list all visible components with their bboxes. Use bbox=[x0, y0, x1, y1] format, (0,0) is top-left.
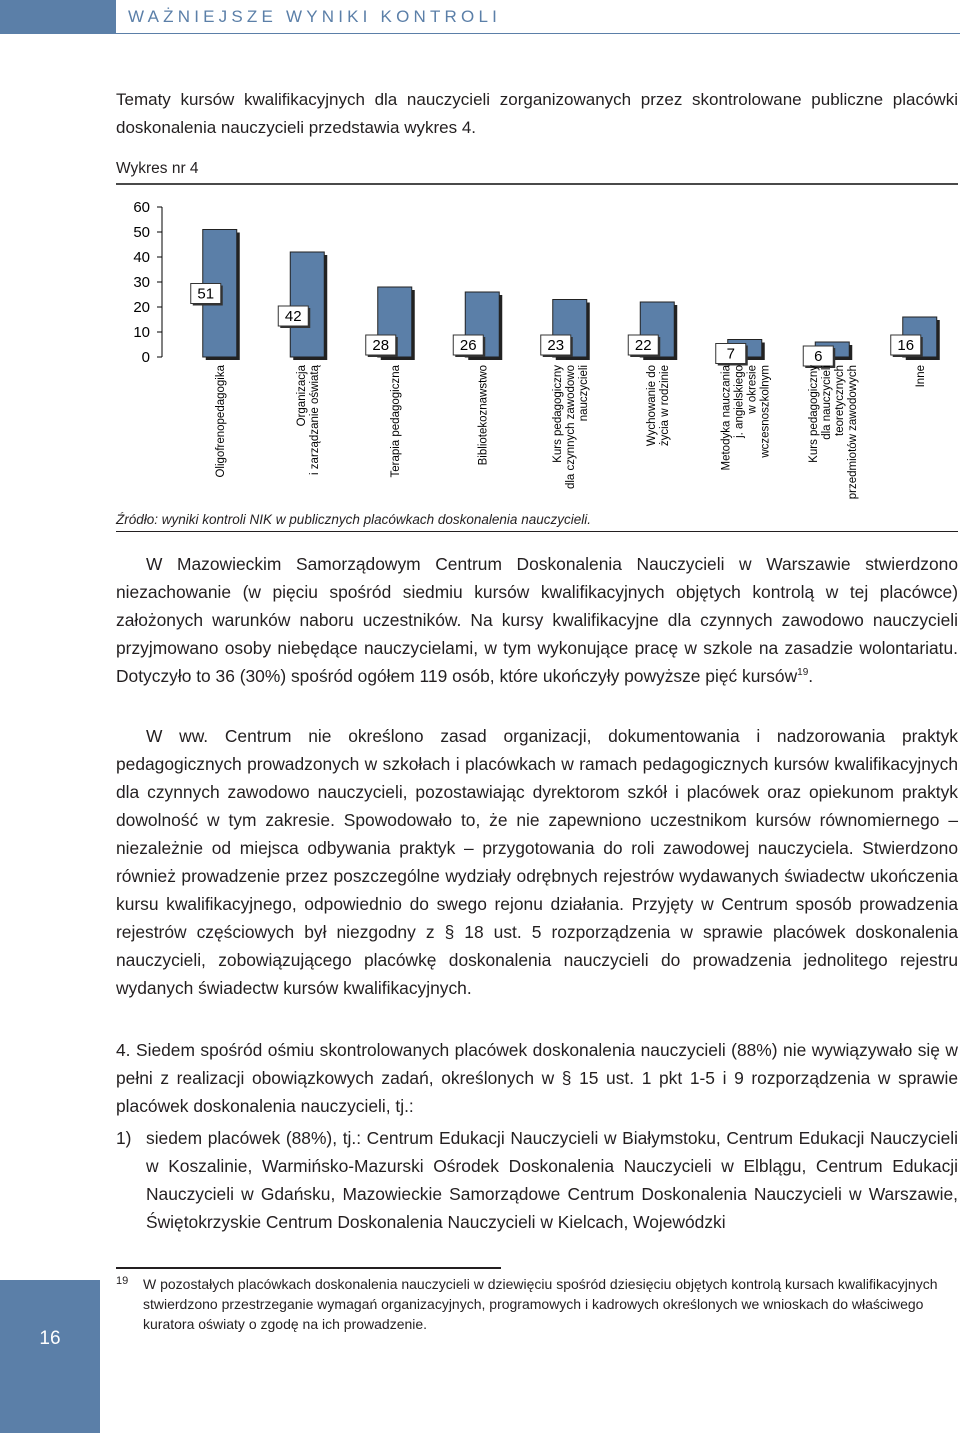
paragraph-3: 4. Siedem spośród ośmiu skontrolowanych placówek doskonalenia nauczycieli (88%) nie wywiązywało się w pełni z realizacji obowiązkowych zadań, określonych w § 15 ust. 1 pkt 1-5 i 9 rozporządzenia w sprawie placówek doskonalenia nauczycieli, tj.: bbox=[116, 1040, 958, 1116]
value-label: 26 bbox=[459, 337, 477, 354]
chart-caption: Wykres nr 4 bbox=[116, 160, 199, 177]
y-tick-label: 10 bbox=[133, 324, 150, 341]
category-label-line: Bibliotekoznawstwo bbox=[477, 365, 490, 466]
page-number: 16 bbox=[39, 1328, 61, 1349]
value-label: 23 bbox=[547, 337, 565, 354]
category-label-line: dla czynnych zawodowo bbox=[564, 365, 577, 490]
category-label-line: Terapia pedagogiczna bbox=[389, 365, 402, 478]
category-label bbox=[215, 364, 227, 477]
header-color-block bbox=[0, 0, 116, 34]
category-label bbox=[296, 364, 321, 475]
y-tick-label: 0 bbox=[141, 349, 150, 366]
footnote-text: W pozostałych placówkach doskonalenia nauczycieli w dziewięciu spośród dziesięciu objętych kontrolą kursach kwalifikacyjnych stwierdzono przestrzeganie wymagań organizacyjnych, programowych i kadrowych określonych we wnioskach do właściwego kuratora oświaty o zgodę na ich prowadzenie. bbox=[143, 1276, 938, 1332]
category-label-line: nauczycieli bbox=[577, 365, 590, 422]
category-label bbox=[477, 365, 489, 465]
list-item-1 bbox=[116, 1124, 958, 1236]
y-tick-label: 60 bbox=[133, 199, 150, 216]
header-bar bbox=[0, 0, 960, 34]
page-number-box bbox=[0, 1280, 100, 1433]
category-label-line: życia w rodzinie bbox=[658, 365, 671, 447]
paragraph-1-end: . bbox=[808, 666, 814, 686]
category-label bbox=[390, 364, 402, 477]
category-label-line: w okresie bbox=[746, 365, 759, 414]
value-label: 16 bbox=[897, 337, 915, 354]
header-title: WAŻNIEJSZE WYNIKI KONTROLI bbox=[128, 7, 502, 26]
footnote-rule bbox=[116, 1267, 501, 1269]
category-label-line: teoretycznych bbox=[833, 365, 846, 436]
category-label-line: wczesnoszkolnym bbox=[759, 365, 772, 458]
header-rule bbox=[116, 33, 960, 34]
chart-top-rule bbox=[116, 183, 958, 185]
category-label-line: Kurs pedagogiczny bbox=[807, 365, 820, 463]
chart-bottom-rule bbox=[116, 531, 958, 532]
list-item-text: siedem placówek (88%), tj.: Centrum Edukacji Nauczycieli w Białymstoku, Centrum Edukacji Nauczycieli w Koszalinie, Warmińsko-Mazurski Ośrodek Doskonalenia Nauczycieli w Elblągu, Centrum Edukacji Nauczycieli w Gdańsku, Mazowieckie Samorządowe Centrum Doskonalenia Nauczycieli w Warszawie, Świętokrzyskie Centrum Doskonalenia Nauczycieli w Kielcach, Wojewódzki bbox=[146, 1128, 958, 1232]
footnote-mark: 19 bbox=[116, 1275, 129, 1287]
source-note: Źródło: wyniki kontroli NIK w publicznych placówkach doskonalenia nauczycieli. bbox=[116, 512, 591, 527]
paragraph-2: W ww. Centrum nie określono zasad organizacji, dokumentowania i nadzorowania praktyk pedagogicznych prowadzonych w szkołach i placówkach w ramach pedagogicznych kursów kwalifikacyjnych dla czynnych zawodowo nauczycieli, pozostawiając dyrektorom szkół i placówek oraz opiekunom praktyk dowolność w tym zakresie. Spowodowało to, że nie zapewniono uczestnikom kursów równomiernego – niezależnie od miejsca odbywania praktyk – przygotowania do roli zawodowej nauczyciela. Stwierdzono również prowadzenie przez poszczególne wydziały odrębnych rejestrów wydawanych świadectw ukończenia kursu kwalifikacyjnego, odpowiednio do swego rejonu działania. Przyjęty w Centrum sposób prowadzenia rejestrów częściowych był niezgodny z § 18 ust. 5 rozporządzenia w sprawie placówek doskonalenia nauczycieli, zobowiązującego placówkę doskonalenia nauczycieli do prowadzenia jednolitego rejestru wydanych świadectw kursów kwalifikacyjnych. bbox=[116, 726, 958, 998]
category-label-line: i zarządzanie oświatą bbox=[308, 365, 321, 475]
y-tick-label: 50 bbox=[133, 224, 150, 241]
category-label-line: przedmiotów zawodowych bbox=[846, 365, 859, 500]
category-label bbox=[552, 365, 590, 489]
category-label-line: Wychowanie do bbox=[645, 365, 658, 447]
y-tick-label: 40 bbox=[133, 249, 150, 266]
category-label bbox=[915, 365, 927, 387]
value-label: 51 bbox=[197, 285, 215, 303]
list-item-number: 1) bbox=[116, 1128, 132, 1148]
category-label-line: Kurs pedagogiczny bbox=[551, 365, 564, 463]
value-label: 42 bbox=[284, 308, 302, 325]
category-label bbox=[646, 365, 671, 446]
category-label-line: Organizacja bbox=[295, 365, 308, 427]
category-label-line: Oligofrenopedagogika bbox=[214, 365, 227, 478]
bar bbox=[290, 252, 324, 357]
value-label: 22 bbox=[634, 337, 652, 354]
value-label: 7 bbox=[726, 345, 735, 363]
category-label bbox=[808, 365, 859, 499]
category-label-line: dla nauczycieli bbox=[820, 365, 833, 440]
bar-chart bbox=[0, 190, 960, 510]
value-label: 6 bbox=[814, 348, 823, 365]
intro-paragraph: Tematy kursów kwalifikacyjnych dla nauczycieli zorganizowanych przez skontrolowane publiczne placówki doskonalenia nauczycieli przedstawia wykres 4. bbox=[116, 90, 958, 137]
value-label: 28 bbox=[372, 337, 390, 354]
y-tick-label: 20 bbox=[133, 299, 150, 316]
category-label-line: Metodyka nauczania bbox=[720, 365, 733, 471]
paragraph-1 bbox=[116, 550, 958, 690]
category-label-line: j. angielskiego bbox=[733, 365, 746, 438]
footnote-ref[interactable]: 19 bbox=[797, 667, 809, 679]
category-label-line: Inne bbox=[914, 365, 927, 388]
category-label bbox=[720, 364, 771, 470]
paragraph-1-text: W Mazowieckim Samorządowym Centrum Doskonalenia Nauczycieli w Warszawie stwierdzono niezachowanie (w pięciu spośród siedmiu kursów kwalifikacyjnych objętych kontrolą w tej placówce) założonych warunków naboru uczestników. Na kursy kwalifikacyjne dla czynnych zawodowo nauczycieli przyjmowano osoby niebędące nauczycielami, w tym wykonujące pracę w szkole na zasadzie wolontariatu. Dotyczyło to 36 (30%) spośród ogółem 119 osób, które ukończyły powyższe pięć kursów bbox=[116, 554, 958, 686]
y-tick-label: 30 bbox=[133, 274, 150, 291]
